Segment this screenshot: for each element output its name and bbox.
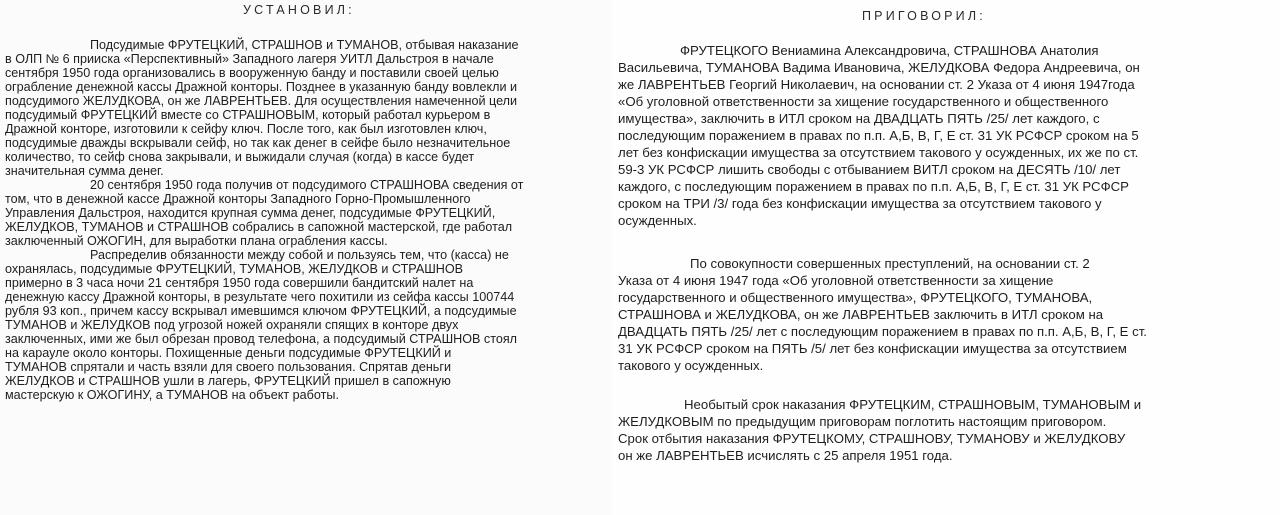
right-line-15: СТРАШНОВА и ЖЕЛУДКОВА, он же ЛАВРЕНТЬЕВ заключить в ИТЛ сроком на: [618, 307, 1104, 322]
left-heading: УСТАНОВИЛ:: [243, 3, 355, 17]
right-column: [612, 0, 1280, 515]
left-line-14: ЖЕЛУДКОВ, ТУМАНОВ и СТРАШНОВ собрались в сапожной мастерской, где работал: [5, 220, 513, 234]
right-line-10: сроком на ТРИ /3/ года без конфискации имущества за отсутствием такового у: [618, 196, 1102, 211]
left-line-26: мастерскую к ОЖОГИНУ, а ТУМАНОВ на объект работы.: [5, 388, 339, 402]
left-line-16: Распределив обязанности между собой и пользуясь тем, что (касса) не: [90, 248, 509, 262]
left-line-13: Управления Дальстроя, находится крупная сумма денег, подсудимые ФРУТЕЦКИЙ,: [5, 206, 496, 220]
right-line-4: «Об уголовной ответственности за хищение государственного и общественного: [618, 94, 1109, 109]
right-line-7: лет без конфискации имущества за отсутствием такового у осужденных, их же по ст.: [618, 145, 1139, 160]
left-line-3: сентября 1950 года организовались в вооруженную банду и поставили своей целью: [5, 66, 499, 80]
right-line-9: каждого, с последующим поражением в правах по п.п. А,Б, В, Г, Е ст. 31 УК РСФСР: [618, 179, 1129, 194]
left-line-4: ограбление денежной кассы Дражной конторы. Позднее в указанную банду вовлекли и: [5, 80, 518, 94]
left-line-22: заключенных, ими же был обрезан провод телефона, а подсудимый СТРАШНОВ стоял: [5, 332, 518, 346]
left-line-6: подсудимый ФРУТЕЦКИЙ вместе со СТРАШНОВЫМ, который работал курьером в: [5, 108, 491, 122]
left-column: [0, 0, 612, 515]
right-line-22: он же ЛАВРЕНТЬЕВ исчислять с 25 апреля 1951 года.: [618, 448, 953, 463]
left-line-10: значительная сумма денег.: [5, 164, 164, 178]
left-line-19: денежную кассу Дражной конторы, в результате чего похитили из сейфа кассы 100744: [5, 290, 515, 304]
left-line-7: Дражной конторе, изготовили к сейфу ключ. После того, как был изготовлен ключ,: [5, 122, 487, 136]
right-line-20: ЖЕЛУДКОВЫМ по предыдущим приговорам поглотить настоящим приговором.: [618, 414, 1107, 429]
right-line-1: ФРУТЕЦКОГО Вениамина Александровича, СТРАШНОВА Анатолия: [680, 43, 1099, 58]
right-line-11: осужденных.: [618, 213, 697, 228]
left-line-8: подсудимые дважды вскрывали сейф, но так как денег в сейфе было незначительное: [5, 136, 511, 150]
left-line-21: ТУМАНОВ и ЖЕЛУДКОВ под угрозой ножей охраняли спящих в конторе двух: [5, 318, 459, 332]
right-line-16: ДВАДЦАТЬ ПЯТЬ /25/ лет с последующим поражением в правах по п.п. А,Б, В, Г, Е ст.: [618, 324, 1147, 339]
right-line-12: По совокупности совершенных преступлений, на основании ст. 2: [690, 256, 1090, 271]
right-line-13: Указа от 4 июня 1947 года «Об уголовной ответственности за хищение: [618, 273, 1054, 288]
right-line-6: последующим поражением в правах по п.п. А,Б, В, Г, Е ст. 31 УК РСФСР сроком на 5: [618, 128, 1139, 143]
left-line-9: количество, то сейф снова закрывали, и выжидали случая (когда) в кассе будет: [5, 150, 475, 164]
right-line-5: имущества», заключить в ИТЛ сроком на ДВАДЦАТЬ ПЯТЬ /25/ лет каждого, с: [618, 111, 1100, 126]
left-line-12: том, что в денежной кассе Дражной конторы Западного Горно-Промышленного: [5, 192, 471, 206]
right-line-17: 31 УК РСФСР сроком на ПЯТЬ /5/ лет без конфискации имущества за отсутствием: [618, 341, 1127, 356]
left-line-1: Подсудимые ФРУТЕЦКИЙ, СТРАШНОВ и ТУМАНОВ, отбывая наказание: [90, 38, 519, 52]
left-line-11: 20 сентября 1950 года получив от подсудимого СТРАШНОВА сведения от: [90, 178, 524, 192]
right-line-2: Васильевича, ТУМАНОВА Вадима Ивановича, ЖЕЛУДКОВА Федора Андреевича, он: [618, 60, 1140, 75]
left-line-20: рубля 93 коп., причем кассу вскрывал имевшимся ключом ФРУТЕЦКИЙ, а подсудимые: [5, 304, 517, 318]
right-line-18: такового у осужденных.: [618, 358, 764, 373]
left-line-24: ТУМАНОВ спрятали и часть взяли для своего пользования. Спрятав деньги: [5, 360, 451, 374]
right-line-19: Необытый срок наказания ФРУТЕЦКИМ, СТРАШНОВЫМ, ТУМАНОВЫМ и: [684, 397, 1142, 412]
right-line-14: государственного и общественного имущества», ФРУТЕЦКОГО, ТУМАНОВА,: [618, 290, 1093, 305]
left-line-18: примерно в 3 часа ночи 21 сентября 1950 года совершили бандитский налет на: [5, 276, 474, 290]
right-line-3: же ЛАВРЕНТЬЕВ Георгий Николаевич, на основании ст. 2 Указа от 4 июня 1947года: [618, 77, 1135, 92]
right-line-8: 59-3 УК РСФСР лишить свободы с отбыванием ВИТЛ сроком на ДЕСЯТЬ /10/ лет: [618, 162, 1121, 177]
left-line-23: на карауле около конторы. Похищенные деньги подсудимые ФРУТЕЦКИЙ и: [5, 346, 452, 360]
right-line-21: Срок отбытия наказания ФРУТЕЦКОМУ, СТРАШНОВУ, ТУМАНОВУ и ЖЕЛУДКОВУ: [618, 431, 1126, 446]
left-line-17: охранялась, подсудимые ФРУТЕЦКИЙ, ТУМАНОВ, ЖЕЛУДКОВ и СТРАШНОВ: [5, 262, 464, 276]
left-line-2: в ОЛП № 6 прииска «Перспективный» Западного лагеря УИТЛ Дальстроя в начале: [5, 52, 494, 66]
left-line-15: заключенный ОЖОГИН, для выработки плана ограбления кассы.: [5, 234, 388, 248]
left-line-25: ЖЕЛУДКОВ и СТРАШНОВ ушли в лагерь, ФРУТЕЦКИЙ пришел в сапожную: [5, 374, 451, 388]
left-line-5: подсудимого ЖЕЛУДКОВА, он же ЛАВРЕНТЬЕВ. Для осуществления намеченной цели: [5, 94, 518, 108]
right-heading: ПРИГОВОРИЛ:: [862, 9, 986, 23]
